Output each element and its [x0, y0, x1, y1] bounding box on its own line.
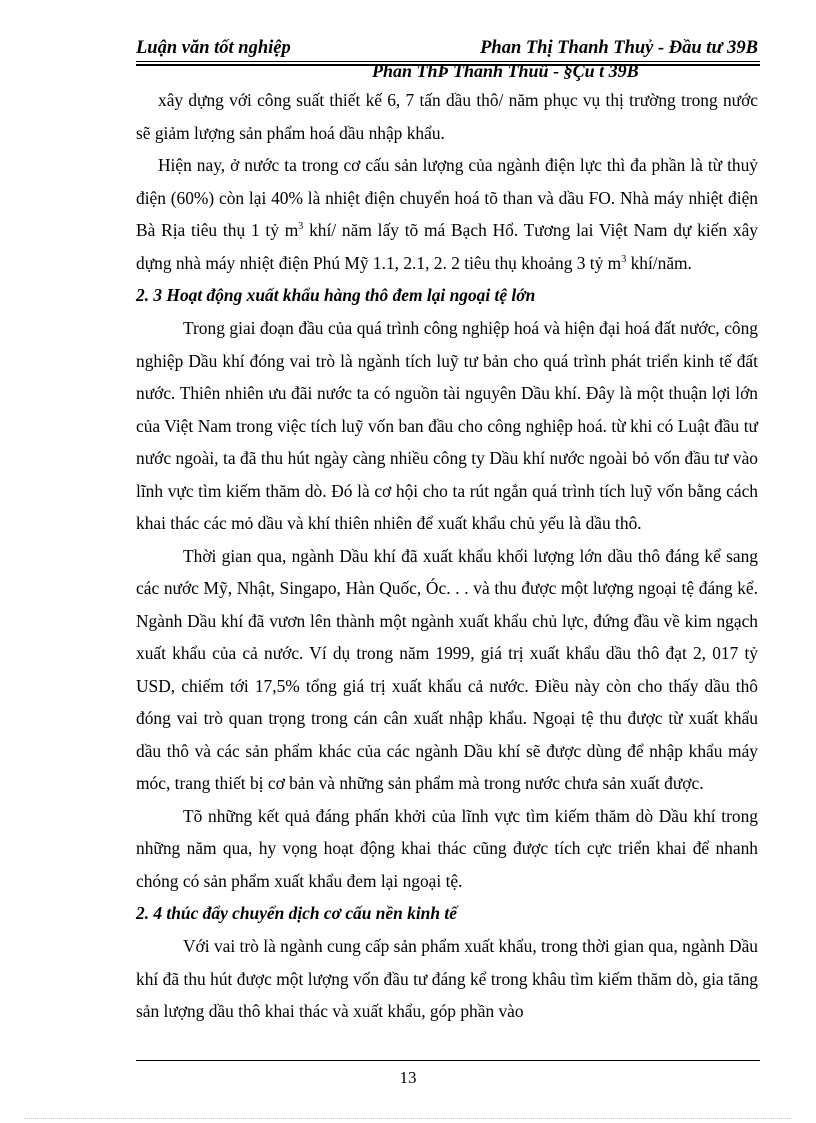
paragraph-2-part-b: khí/ năm lấy tõ má Bạch Hổ. Tương lai Việt Nam dự kiến xây dựng nhà máy nhiệt điện Phú Mỹ 1.1, 2.1, 2. 2 tiêu thụ khoảng 3 tỷ m [136, 220, 758, 273]
cubic-superscript-2: 3 [621, 253, 627, 265]
paragraph-5: Tõ những kết quả đáng phấn khởi của lĩnh vực tìm kiếm thăm dò Dầu khí trong những năm qua, hy vọng hoạt động khai thác cũng được tích cực triển khai để nhanh chóng có sản phẩm xuất khẩu đem lại ngoại tệ. [136, 805, 758, 891]
cubic-superscript-1: 3 [298, 221, 304, 233]
body-text [136, 84, 758, 1028]
paragraph-3: Trong giai đoạn đầu của quá trình công nghiệp hoá và hiện đại hoá đất nước, công nghiệp Dầu khí đóng vai trò là ngành tích luỹ tư bản cho quá trình phát triển kinh tế đất nước. Thiên nhiên ưu đãi nước ta có nguồn tài nguyên Dầu khí. Đây là một thuận lợi lớn của Việt Nam trong việc tích luỹ vốn ban đầu cho công nghiệp hoá. từ khi có Luật đầu tư nước ngoài, ta đã thu hút ngày càng nhiều công ty Dầu khí nước ngoài bỏ vốn đầu tư vào lĩnh vực tìm kiếm thăm dò. Đó là cơ hội cho ta rút ngắn quá trình tích luỹ vốn bằng cách khai thác các mỏ dầu và khí thiên nhiên để xuất khẩu chủ yếu là dầu thô. [136, 318, 758, 533]
paragraph-1: xây dựng với công suất thiết kế 6, 7 tấn dầu thô/ năm phục vụ thị trường trong nước sẽ giảm lượng sản phẩm hoá dầu nhập khẩu. [136, 90, 758, 143]
page-break-line [24, 1118, 792, 1119]
paragraph-6: Với vai trò là ngành cung cấp sản phẩm xuất khẩu, trong thời gian qua, ngành Dầu khí đã thu hút được một lượng vốn đầu tư đáng kể trong khâu tìm kiếm thăm dò, gia tăng sản lượng dầu thô khai thác và xuất khẩu, góp phần vào [136, 936, 758, 1021]
paragraph-4: Thời gian qua, ngành Dầu khí đã xuất khẩu khối lượng lớn dầu thô đáng kể sang các nước Mỹ, Nhật, Singapo, Hàn Quốc, Óc. . . và thu được một lượng ngoại tệ đáng kể. Ngành Dầu khí đã vươn lên thành một ngành xuất khẩu chủ lực, đứng đầu về kim ngạch xuất khẩu của cả nước. Ví dụ trong năm 1999, giá trị xuất khẩu dầu thô đạt 2, 017 tỷ USD, chiếm tới 17,5% tổng giá trị xuất khẩu cả nước. Điều này còn cho thấy dầu thô đóng vai trò quan trọng trong cán cân xuất nhập khẩu. Ngoại tệ thu được từ xuất khẩu dầu thô và các sản phẩm khác của các ngành Dầu khí sẽ được dùng để nhập khẩu máy móc, trang thiết bị cơ bản và những sản phẩm mà trong nước chưa sản xuất được. [136, 545, 758, 793]
paragraph-2-part-a: Hiện nay, ở nước ta trong cơ cấu sản lượng của ngành điện lực thì đa phần là từ thuỷ điện (60%) còn lại 40% là nhiệt điện chuyển hoá tõ than và dầu FO. Nhà máy nhiệt điện Bà Rịa tiêu thụ 1 tỷ m [136, 155, 758, 240]
section-heading-2-3: 2. 3 Hoạt động xuất khẩu hàng thô đem lại ngoại tệ lớn [136, 285, 536, 305]
header-author-legacy-encoding: Phan ThÞ Thanh Thuû - §Çu t 39B [372, 61, 639, 81]
paragraph-2-part-c: khí/năm. [626, 252, 692, 273]
footer-rule [136, 1060, 760, 1061]
header-thesis-title: Luận văn tốt nghiệp [136, 38, 291, 58]
header-author: Phan Thị Thanh Thuỷ - Đầu tư 39B [480, 38, 758, 58]
page-number: 13 [399, 1068, 417, 1087]
paragraph-2 [136, 149, 758, 279]
section-heading-2-4: 2. 4 thúc đẩy chuyển dịch cơ cấu nền kinh tế [136, 903, 457, 923]
